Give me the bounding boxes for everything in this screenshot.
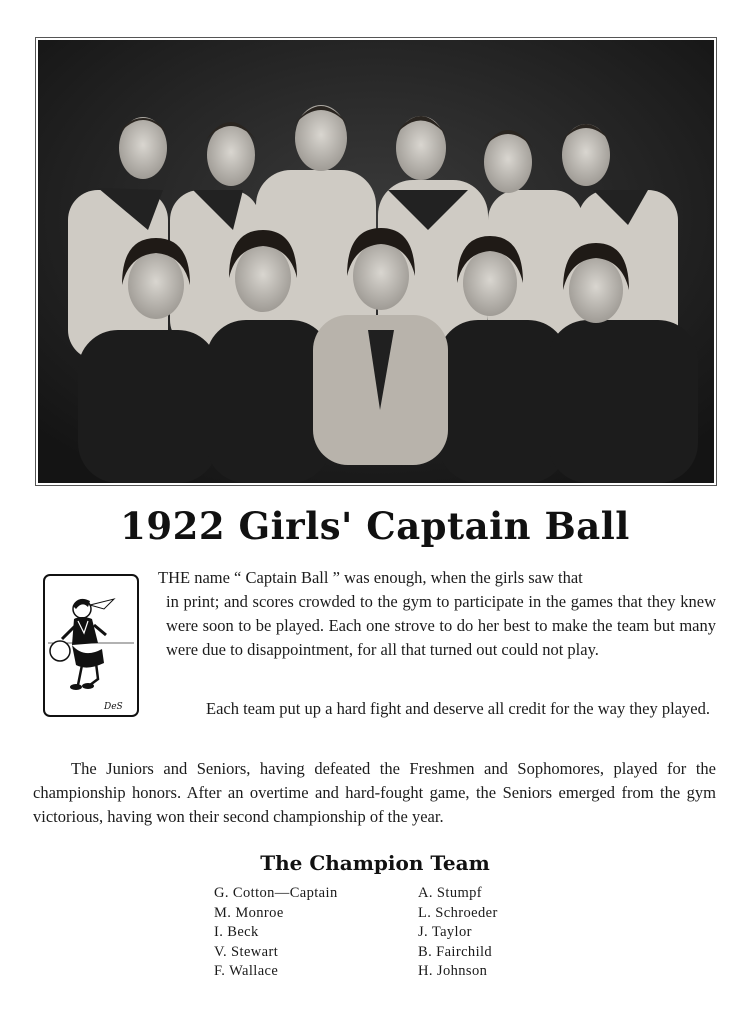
sketch-signature: DeS	[104, 702, 123, 712]
paragraph-team-effort: Each team put up a hard fight and deserve all credit for the way they played.	[206, 699, 710, 718]
team-photo	[38, 40, 714, 483]
roster-left-column	[214, 884, 338, 982]
roster-name: L. Schroeder	[418, 904, 498, 921]
roster-name: A. Stumpf	[418, 885, 483, 901]
page-title: 1922 Girls' Captain Ball	[120, 504, 630, 548]
paragraph-intro-rest: in print; and scores crowded to the gym to participate in the games that they knew were soon to be played. Each one strove to do her best to make the team but many were due to disappointment, for all that turned out could not play.	[166, 592, 716, 659]
paragraph-intro	[158, 566, 716, 662]
roster-name: J. Taylor	[418, 924, 472, 941]
roster-name: I. Beck	[214, 924, 259, 941]
roster-name: F. Wallace	[214, 963, 279, 980]
paragraph-championship: The Juniors and Seniors, having defeated the Freshmen and Sophomores, played for the championship honors. After an overtime and hard-fought game, the Seniors emerged from the gym victorious, having won their second championship of the year.	[33, 759, 716, 826]
roster-name: B. Fairchild	[418, 943, 493, 960]
team-photo-frame	[35, 37, 717, 486]
champion-team-heading: The Champion Team	[260, 851, 490, 875]
captain-ball-sketch	[42, 573, 140, 718]
roster-name: G. Cotton—Captain	[214, 885, 338, 901]
roster-right-column	[418, 884, 498, 982]
paragraph-intro-line1: THE name “ Captain Ball ” was enough, when the girls saw that	[158, 568, 583, 587]
roster-name: H. Johnson	[418, 963, 488, 980]
roster-name: V. Stewart	[214, 943, 279, 960]
roster-name: M. Monroe	[214, 904, 284, 921]
